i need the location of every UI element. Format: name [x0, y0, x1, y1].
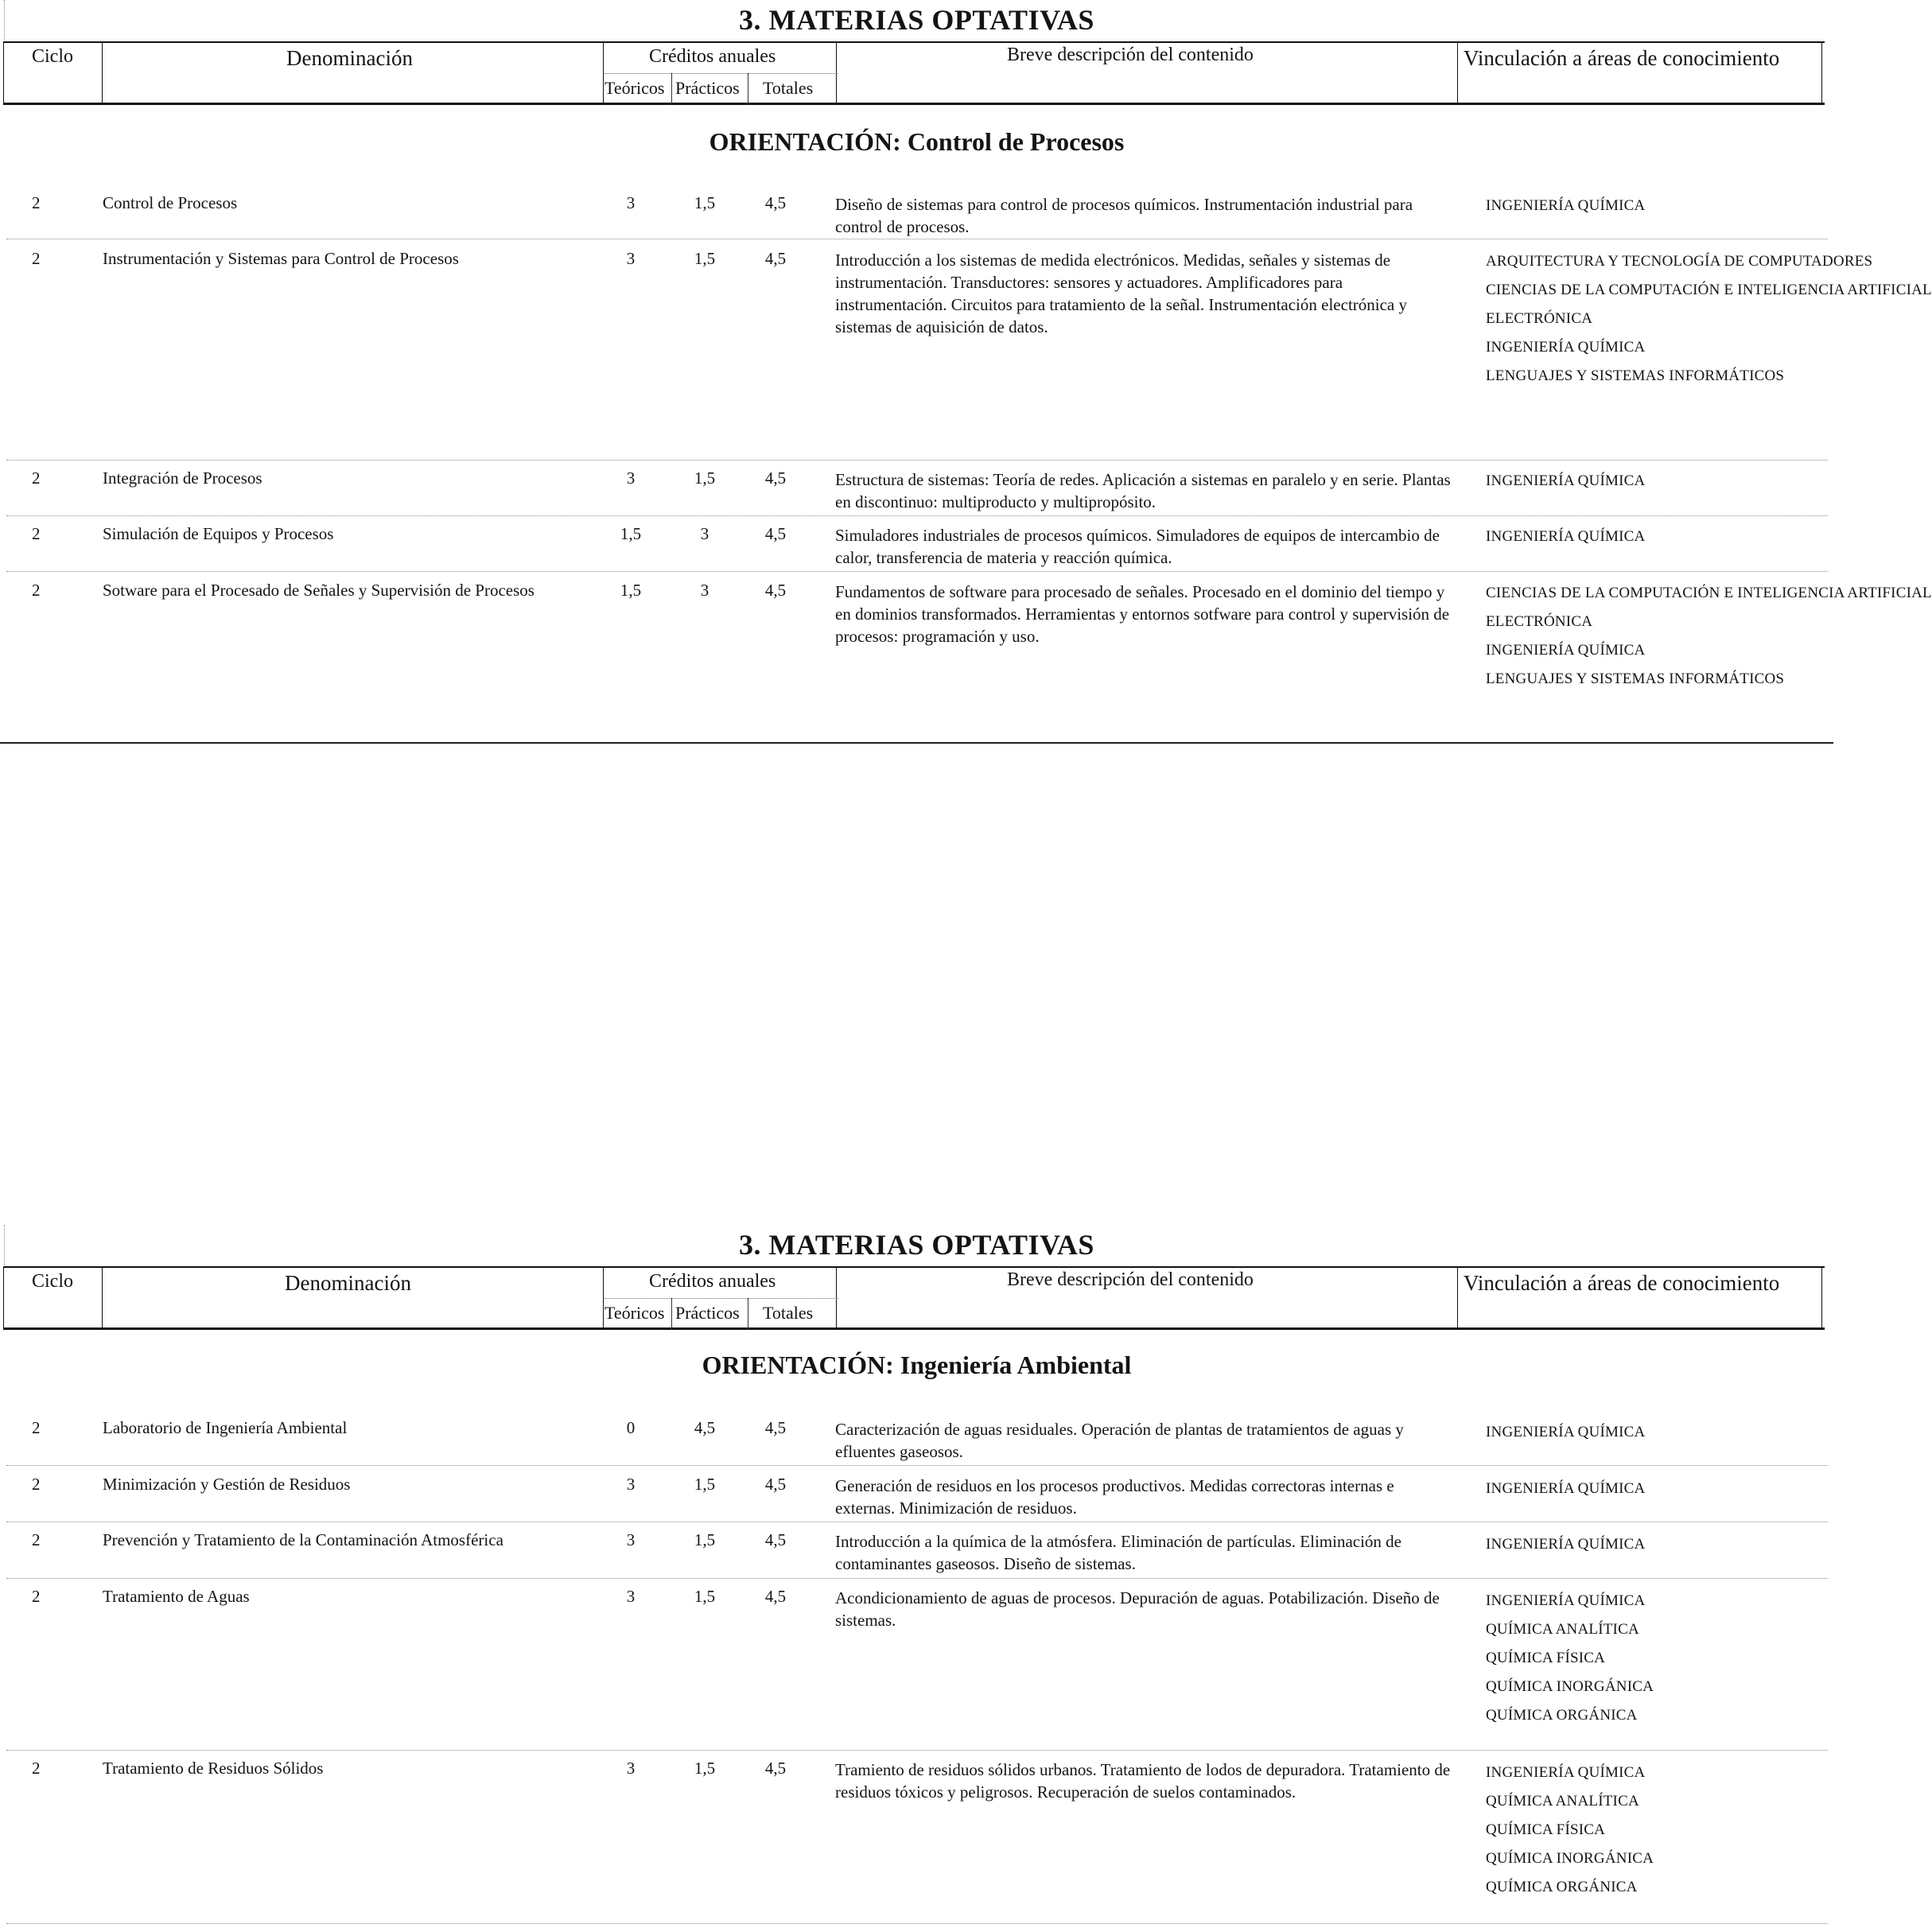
cell-denominacion: Laboratorio de Ingeniería Ambiental [103, 1418, 348, 1437]
section-title: 3. MATERIAS OPTATIVAS [739, 4, 1094, 36]
area-item: ARQUITECTURA Y TECNOLOGÍA DE COMPUTADORES [1486, 253, 1873, 270]
cell-areas [1486, 1592, 1820, 1735]
header-descripcion: Breve descripción del contenido [1007, 1269, 1254, 1290]
cell-practicos: 1,5 [694, 1475, 716, 1494]
area-item: ELECTRÓNICA [1486, 310, 1593, 327]
header-subdivider [671, 1298, 672, 1330]
header-vinculacion: Vinculación a áreas de conocimiento [1464, 1271, 1780, 1295]
header-totales: Totales [763, 78, 814, 98]
cell-ciclo: 2 [32, 1530, 41, 1549]
cell-denominacion: Simulación de Equipos y Procesos [103, 524, 334, 543]
header-teoricos: Teóricos [604, 1303, 665, 1323]
header-creditos: Créditos anuales [649, 46, 776, 67]
cell-practicos: 1,5 [694, 1587, 716, 1606]
row-separator [6, 571, 1828, 573]
cell-practicos: 1,5 [694, 1530, 716, 1549]
cell-denominacion: Minimización y Gestión de Residuos [103, 1475, 351, 1494]
cell-ciclo: 2 [32, 249, 41, 268]
cell-teoricos: 3 [626, 1530, 636, 1549]
cell-ciclo: 2 [32, 1587, 41, 1606]
cell-totales: 4,5 [764, 193, 787, 212]
cell-practicos: 3 [700, 581, 709, 600]
area-item: QUÍMICA ORGÁNICA [1486, 1707, 1638, 1724]
row-separator [6, 515, 1828, 517]
header-ciclo: Ciclo [32, 1271, 73, 1292]
cell-denominacion: Tratamiento de Residuos Sólidos [103, 1759, 324, 1778]
header-denominacion: Denominación [286, 46, 413, 70]
header-divider [3, 1266, 4, 1330]
cell-teoricos: 3 [626, 1759, 636, 1778]
cell-areas [1486, 1479, 1820, 1508]
cell-ciclo: 2 [32, 581, 41, 600]
header-denominacion: Denominación [285, 1271, 411, 1295]
header-bottom-rule [3, 103, 1825, 105]
area-item: INGENIERÍA QUÍMICA [1486, 642, 1646, 659]
cell-denominacion: Tratamiento de Aguas [103, 1587, 250, 1606]
cell-ciclo: 2 [32, 524, 41, 543]
cell-teoricos: 0 [626, 1418, 636, 1437]
header-divider [1821, 41, 1822, 105]
cell-totales: 4,5 [764, 249, 787, 268]
header-top-rule [3, 41, 1825, 43]
cell-denominacion: Sotware para el Procesado de Señales y Supervisión de Procesos [103, 581, 535, 600]
cell-areas [1486, 252, 1932, 395]
cell-descripcion: Fundamentos de software para procesado de señales. Procesado en el dominio del tiempo y en dominios transformados. Herramientas y entornos sotfware para control y supervisión de procesos: programación y uso. [835, 582, 1450, 646]
area-item: QUÍMICA INORGÁNICA [1486, 1850, 1654, 1867]
cell-practicos: 1,5 [694, 1759, 716, 1778]
orientation-heading: ORIENTACIÓN: Control de Procesos [709, 127, 1125, 156]
row-separator [6, 1923, 1828, 1925]
table-bottom-rule [0, 742, 1833, 744]
cell-teoricos: 3 [626, 1475, 636, 1494]
table-section-control-procesos [0, 0, 1932, 748]
cell-descripcion: Estructura de sistemas: Teoría de redes. Aplicación a sistemas en paralelo y en serie. Plantas en discontinuo: multiproducto y multipropósito. [835, 470, 1451, 511]
cell-totales: 4,5 [764, 1418, 787, 1437]
table-header [3, 41, 1825, 105]
header-divider [1821, 1266, 1822, 1330]
cell-totales: 4,5 [764, 1759, 787, 1778]
area-item: INGENIERÍA QUÍMICA [1486, 1480, 1646, 1497]
orientation-heading: ORIENTACIÓN: Ingeniería Ambiental [702, 1351, 1132, 1379]
area-item: INGENIERÍA QUÍMICA [1486, 339, 1646, 356]
cell-totales: 4,5 [764, 1475, 787, 1494]
cell-descripcion: Acondicionamiento de aguas de procesos. Depuración de aguas. Potabilización. Diseño de sistemas. [835, 1588, 1440, 1630]
cell-denominacion: Prevención y Tratamiento de la Contaminación Atmosférica [103, 1530, 503, 1549]
row-separator [6, 239, 1828, 240]
area-item: INGENIERÍA QUÍMICA [1486, 1424, 1646, 1440]
header-practicos: Prácticos [675, 78, 740, 98]
cell-areas [1486, 1423, 1820, 1452]
cell-totales: 4,5 [764, 468, 787, 488]
cell-totales: 4,5 [764, 524, 787, 543]
area-item: LENGUAJES Y SISTEMAS INFORMÁTICOS [1486, 671, 1785, 687]
cell-teoricos: 3 [626, 468, 636, 488]
header-practicos: Prácticos [675, 1303, 740, 1323]
cell-teoricos: 1,5 [620, 581, 642, 600]
header-descripcion: Breve descripción del contenido [1007, 45, 1254, 65]
cell-areas [1486, 584, 1932, 698]
cell-practicos: 3 [700, 524, 709, 543]
area-item: ELECTRÓNICA [1486, 613, 1593, 630]
cell-totales: 4,5 [764, 1530, 787, 1549]
header-vinculacion: Vinculación a áreas de conocimiento [1464, 46, 1780, 70]
cell-denominacion: Instrumentación y Sistemas para Control de Procesos [103, 249, 459, 268]
cell-teoricos: 3 [626, 1587, 636, 1606]
cell-descripcion: Simuladores industriales de procesos químicos. Simuladores de equipos de intercambio de calor, transferencia de materia y reacción química. [835, 526, 1440, 567]
row-separator [6, 460, 1828, 461]
cell-practicos: 1,5 [694, 249, 716, 268]
credits-subheader-rule [603, 1298, 838, 1300]
cell-teoricos: 3 [626, 249, 636, 268]
cell-descripcion: Diseño de sistemas para control de procesos químicos. Instrumentación industrial para control de procesos. [835, 195, 1413, 236]
cell-teoricos: 1,5 [620, 524, 642, 543]
cell-ciclo: 2 [32, 1759, 41, 1778]
cell-practicos: 1,5 [694, 468, 716, 488]
area-item: INGENIERÍA QUÍMICA [1486, 528, 1646, 545]
cell-ciclo: 2 [32, 1418, 41, 1437]
area-item: INGENIERÍA QUÍMICA [1486, 472, 1646, 489]
header-bottom-rule [3, 1327, 1825, 1330]
area-item: INGENIERÍA QUÍMICA [1486, 1592, 1646, 1609]
header-top-rule [3, 1266, 1825, 1268]
area-item: QUÍMICA ANALÍTICA [1486, 1793, 1639, 1809]
header-divider [1457, 41, 1458, 105]
cell-denominacion: Integración de Procesos [103, 468, 262, 488]
cell-descripcion: Generación de residuos en los procesos productivos. Medidas correctoras internas e externas. Minimización de residuos. [835, 1476, 1394, 1518]
header-totales: Totales [763, 1303, 814, 1323]
cell-descripcion: Introducción a los sistemas de medida electrónicos. Medidas, señales y sistemas de instrumentación. Transductores: sensores y actuadores. Amplificadores para instrumentación. Circuitos para tratamiento de la señal. Instrumentación electrónica y sistemas de aquisición de datos. [835, 251, 1407, 336]
area-item: INGENIERÍA QUÍMICA [1486, 197, 1646, 214]
cell-descripcion: Introducción a la química de la atmósfera. Eliminación de partículas. Eliminación de contaminantes gaseosos. Diseño de sistemas. [835, 1532, 1401, 1573]
row-separator [6, 1750, 1828, 1751]
header-divider [102, 1266, 103, 1330]
header-divider [3, 41, 4, 105]
cell-practicos: 1,5 [694, 193, 716, 212]
row-separator [6, 1465, 1828, 1467]
area-item: QUÍMICA FÍSICA [1486, 1650, 1606, 1666]
area-item: QUÍMICA ANALÍTICA [1486, 1621, 1639, 1638]
cell-denominacion: Control de Procesos [103, 193, 238, 212]
area-item: CIENCIAS DE LA COMPUTACIÓN E INTELIGENCIA ARTIFICIAL [1486, 282, 1932, 298]
header-subdivider [671, 73, 672, 105]
area-item: QUÍMICA ORGÁNICA [1486, 1879, 1638, 1895]
table-header [3, 1266, 1825, 1330]
header-divider [1457, 1266, 1458, 1330]
cell-ciclo: 2 [32, 193, 41, 212]
cell-areas [1486, 527, 1820, 556]
area-item: QUÍMICA FÍSICA [1486, 1821, 1606, 1838]
cell-totales: 4,5 [764, 581, 787, 600]
row-separator [6, 1578, 1828, 1580]
header-creditos: Créditos anuales [649, 1271, 776, 1292]
header-teoricos: Teóricos [604, 78, 665, 98]
cell-teoricos: 3 [626, 193, 636, 212]
cell-ciclo: 2 [32, 1475, 41, 1494]
cell-descripcion: Tramiento de residuos sólidos urbanos. Tratamiento de lodos de depuradora. Tratamiento de residuos tóxicos y peligrosos. Recuperación de suelos contaminados. [835, 1760, 1451, 1802]
table-section-ingenieria-ambiental [0, 1225, 1833, 1928]
area-item: LENGUAJES Y SISTEMAS INFORMÁTICOS [1486, 367, 1785, 384]
cell-areas [1486, 196, 1820, 225]
cell-areas [1486, 1763, 1820, 1907]
section-title: 3. MATERIAS OPTATIVAS [739, 1229, 1094, 1261]
cell-totales: 4,5 [764, 1587, 787, 1606]
cell-areas [1486, 472, 1820, 500]
header-ciclo: Ciclo [32, 46, 73, 67]
cell-ciclo: 2 [32, 468, 41, 488]
area-item: INGENIERÍA QUÍMICA [1486, 1536, 1646, 1553]
cell-areas [1486, 1535, 1820, 1564]
row-separator [6, 1522, 1828, 1523]
area-item: QUÍMICA INORGÁNICA [1486, 1678, 1654, 1695]
cell-descripcion: Caracterización de aguas residuales. Operación de plantas de tratamientos de aguas y efluentes gaseosos. [835, 1420, 1404, 1461]
credits-subheader-rule [603, 73, 838, 75]
area-item: CIENCIAS DE LA COMPUTACIÓN E INTELIGENCIA ARTIFICIAL [1486, 585, 1932, 601]
area-item: INGENIERÍA QUÍMICA [1486, 1764, 1646, 1781]
header-divider [102, 41, 103, 105]
cell-practicos: 4,5 [694, 1418, 716, 1437]
